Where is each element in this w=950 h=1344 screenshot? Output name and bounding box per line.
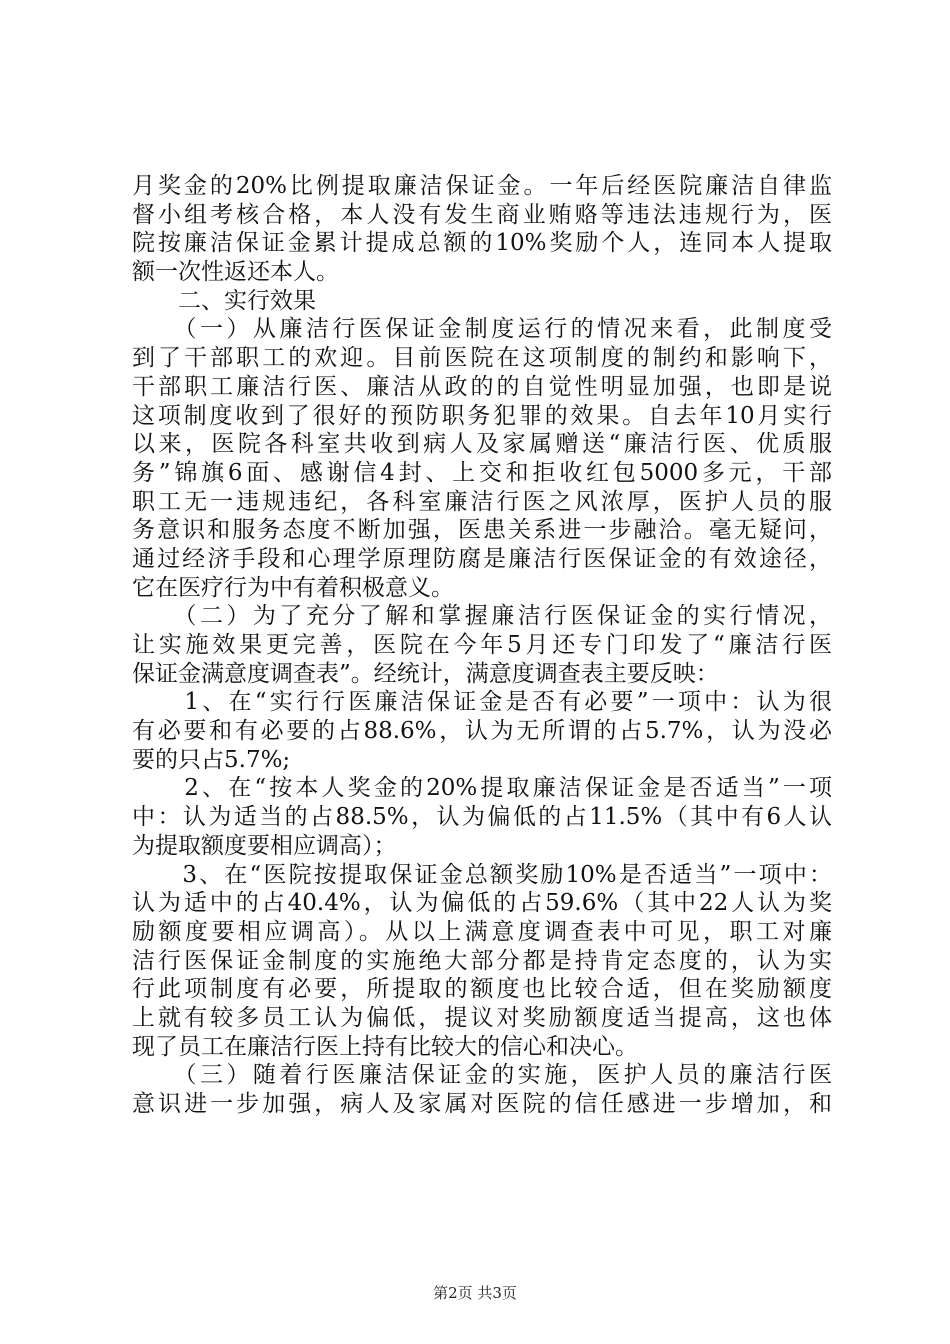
text-line: 励额度要相应调高）。从以上满意度调查表中可见，职工对廉 [132,918,832,945]
text-line: 这项制度收到了很好的预防职务犯罪的效果。自去年10月实行 [132,402,832,429]
text-line: 督小组考核合格，本人没有发生商业贿赂等违法违规行为，医 [132,201,832,228]
text-line: 让实施效果更完善，医院在今年5月还专门印发了“廉洁行医 [132,632,832,658]
text-line: 要的只占5.7%; [132,746,291,773]
text-line: 2、在“按本人奖金的20%提取廉洁保证金是否适当”一项 [132,775,832,802]
text-line: 以来，医院各科室共收到病人及家属赠送“廉洁行医、优质服 [132,431,832,458]
text-line: 务”锦旗6面、感谢信4封、上交和拒收红包5000多元，干部 [132,459,832,486]
text-line: 行此项制度有必要，所提取的额度也比较合适，但在奖励额度 [132,976,832,1003]
text-line: （一）从廉洁行医保证金制度运行的情况来看，此制度受 [132,316,832,343]
text-line: 1、在“实行行医廉洁保证金是否有必要”一项中：认为很 [132,689,832,716]
text-line: 月奖金的20%比例提取廉洁保证金。一年后经医院廉洁自律监 [132,173,832,199]
page-number-footer: 第2页 共3页 [433,1284,517,1302]
text-line: 额一次性返还本人。 [132,259,339,286]
text-line: 干部职工廉洁行医、廉洁从政的的自觉性明显加强，也即是说 [132,373,832,400]
text-line: 上就有较多员工认为偏低，提议对奖励额度适当提高，这也体 [132,1004,832,1031]
text-line: 为提取额度要相应调高）； [132,832,397,859]
text-line: 现了员工在廉洁行医上持有比较大的信心和决心。 [132,1033,638,1060]
text-line: 洁行医保证金制度的实施绝大部分都是持肯定态度的，认为实 [132,947,832,974]
text-line: 到了干部职工的欢迎。目前医院在这项制度的制约和影响下， [132,345,832,372]
text-line: 有必要和有必要的占88.6%，认为无所谓的占5.7%，认为没必 [132,718,832,745]
text-line: 职工无一违规违纪，各科室廉洁行医之风浓厚，医护人员的服 [132,488,832,515]
text-line: 务意识和服务态度不断加强，医患关系进一步融洽。毫无疑问， [132,517,832,544]
document-body [132,172,832,1119]
section-heading: 二、实行效果 [132,287,316,314]
text-line: 通过经济手段和心理学原理防腐是廉洁行医保证金的有效途径， [132,545,832,572]
text-line: 意识进一步加强，病人及家属对医院的信任感进一步增加，和 [132,1091,832,1117]
text-line: 它在医疗行为中有着积极意义。 [132,574,454,601]
text-line: 保证金满意度调查表”。经统计，满意度调查表主要反映： [132,660,719,687]
text-line: 3、在“医院按提取保证金总额奖励10%是否适当”一项中： [132,861,832,888]
text-line: 认为适中的占40.4%，认为偏低的占59.6%（其中22人认为奖 [132,890,832,917]
text-line: （三）随着行医廉洁保证金的实施，医护人员的廉洁行医 [132,1062,832,1089]
text-line: 中：认为适当的占88.5%，认为偏低的占11.5%（其中有6人认 [132,804,832,831]
text-line: 院按廉洁保证金累计提成总额的10%奖励个人，连同本人提取 [132,230,832,257]
text-line: （二）为了充分了解和掌握廉洁行医保证金的实行情况， [132,603,832,630]
